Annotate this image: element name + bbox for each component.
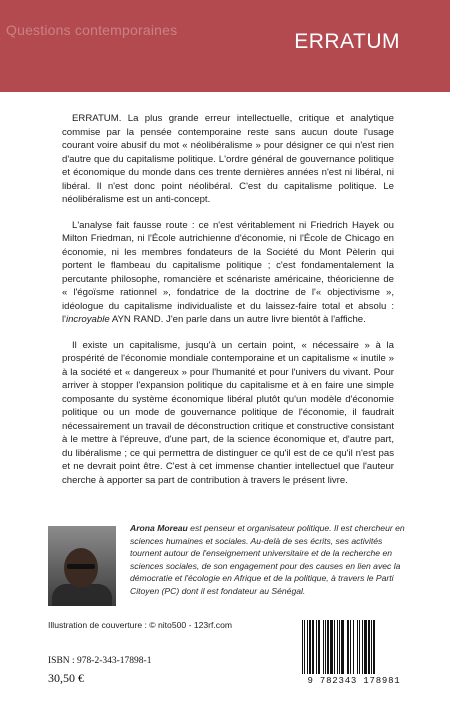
paragraph-2 xyxy=(62,219,394,327)
barcode-bars xyxy=(302,620,406,674)
paragraph-2-italic: incroyable xyxy=(65,314,110,325)
series-name: Questions contemporaines xyxy=(6,22,178,38)
author-bio-text: est penseur et organisateur politique. Il est chercheur en sciences humaines et sociales. Au-delà de ses écrits, ses activités tournent autour de l'enseignement universitaire et de la recherche en sciences sociales, de son engagement pour des causes en lien avec la démocratie et l'écologie en Afrique et de la politique, à travers le Parti Citoyen (PC) dont il est fondateur au Sénégal. xyxy=(130,523,405,596)
cover-header-band xyxy=(0,0,450,92)
author-photo xyxy=(48,526,116,606)
barcode-digits: 9 782343 178981 xyxy=(307,676,401,686)
paragraph-2-start: L'analyse fait fausse route : ce n'est véritablement ni Friedrich Hayek ou Milton Friedman, ni l'École autrichienne d'économie, ni l'École de Chicago en économie, ni les membres fondateurs de la Société du Mont Pèlerin qui portent le flambeau du capitalisme politique ; c'est fondamentalement la percutante philosophe, romancière et scénariste américaine, théoricienne de « l'égoïsme rationnel », fondatrice de la doctrine de l'« objectivisme », idéologue du capitalisme individualiste et du laissez-faire total et absolu : l' xyxy=(62,219,394,325)
paragraph-1: ERRATUM. La plus grande erreur intellectuelle, critique et analytique commise par la pensée contemporaine reste sans aucun doute l'usage courant voire abusif du mot « néolibéralisme » pour désigner ce qui n'est rien d'autre que du capitalisme politique. L'ordre général de gouvernance politique et économique du monde dans ces trente dernières années n'est ni libéral, ni libéral. Il n'est donc point néolibéral. C'est du capitalisme politique. Le néolibéralisme est un anti-concept. xyxy=(62,113,394,205)
author-name: Arona Moreau xyxy=(130,523,188,533)
paragraph-3: Il existe un capitalisme, jusqu'à un certain point, « nécessaire » à la prospérité de l'économie mondiale contemporaine et un capitalisme « inutile » à la société et « dangereux » pour l'humanité et pour l'univers du vivant. Pour arriver à stopper l'expansion politique du capitalisme et à en faire une simple composante du système économique libéral plutôt qu'un modèle d'économie politique ou un mode de gouvernance politique de l'économie, il faudrait nécessairement un travail de déconstruction critique et constructive consistant à le mettre à l'épreuve, d'une part, de la science économique et, d'autre part, du libéralisme ; ce qui permettra de distinguer ce qu'il est de ce qu'il n'est pas et ne devrait point être. C'est à cet immense chantier intellectuel que l'auteur cherche à apporter sa part de contribution à travers le présent livre. xyxy=(62,339,394,486)
barcode xyxy=(296,616,412,688)
price: 30,50 € xyxy=(48,671,84,685)
author-photo-glasses xyxy=(67,564,95,569)
isbn: ISBN : 978-2-343-17898-1 xyxy=(48,656,152,666)
barcode-stripe xyxy=(376,620,377,674)
illustration-credit: Illustration de couverture : © nito500 - 123rf.com xyxy=(48,620,233,630)
book-title: ERRATUM xyxy=(294,30,400,53)
author-block xyxy=(48,522,408,606)
back-cover-text xyxy=(62,112,394,499)
author-bio xyxy=(130,522,406,597)
paragraph-2-end: AYN RAND. J'en parle dans un autre livre bientôt à l'affiche. xyxy=(109,314,366,325)
